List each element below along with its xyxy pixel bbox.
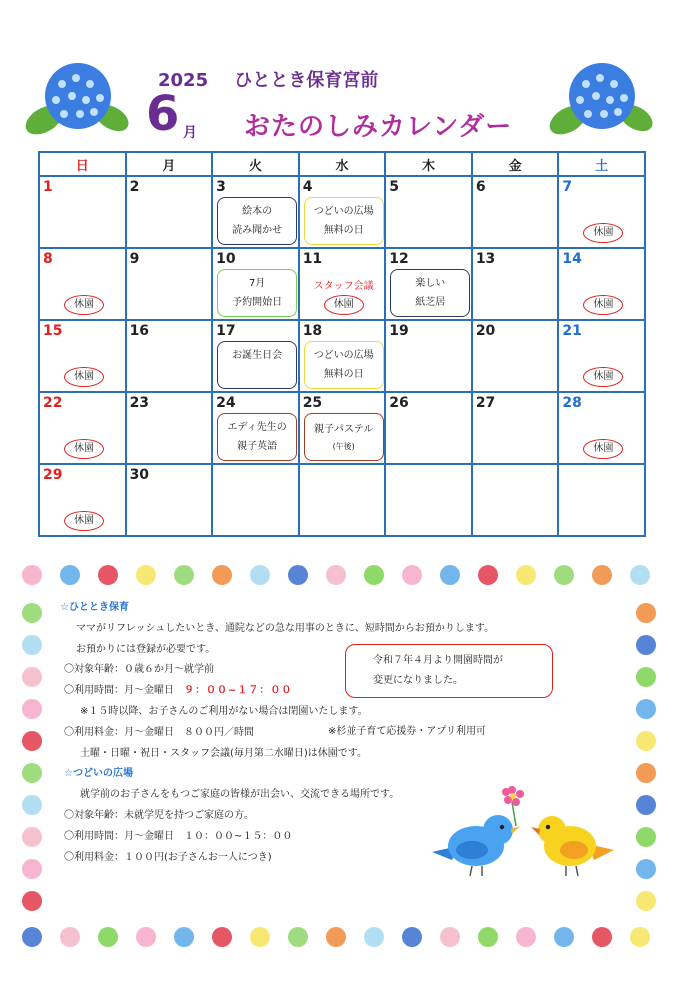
decorative-dot [60,565,80,585]
day-cell [299,248,386,320]
day-number: 23 [129,395,150,411]
weekday-wed: 水 [299,152,386,176]
holiday-badge: 休園 [583,367,623,387]
decorative-dot [440,927,460,947]
info-text: 就学前のお子さんをもつご家庭の皆様が出会い、交流できる場所です。 [80,789,400,801]
notice-line: 変更になりました。 [373,675,463,686]
page-title: おたのしみカレンダー [244,112,513,142]
decorative-dot [364,565,384,585]
day-number: 30 [129,467,150,483]
day-cell [212,248,299,320]
day-cell [472,248,559,320]
info-note: ※１５時以降、お子さんのご利用がない場合は閉園いたします。 [80,705,368,717]
event-line: 読み聞かせ [232,225,283,236]
decorative-dot [22,731,42,751]
decorative-dot [22,827,42,847]
week-row [39,392,645,464]
event-line: 無料の日 [323,225,364,236]
day-cell [385,392,472,464]
decorative-dot [636,699,656,719]
holiday-badge: 休園 [64,439,104,459]
decorative-dot [174,927,194,947]
month-number: 6 [146,86,180,142]
event-line: 無料の日 [323,369,364,380]
decorative-dot [22,699,42,719]
info-hours: 〇利用時間：月～金曜日 １０：００~１５：００ [64,830,293,842]
decorative-dot [212,565,232,585]
day-number: 7 [562,179,573,195]
day-cell [558,248,645,320]
day-cell [299,320,386,392]
decorative-dot [22,603,42,623]
holiday-badge: 休園 [64,367,104,387]
event-birthday-party [217,341,297,389]
month-suffix: 月 [183,125,197,141]
day-cell [558,176,645,248]
event-staff-meeting: スタッフ会議 [313,281,374,292]
holiday-badge: 休園 [64,511,104,531]
day-cell [299,464,386,536]
event-line: (午後) [332,441,355,451]
decorative-dot [554,927,574,947]
week-row [39,176,645,248]
weekday-tue: 火 [212,152,299,176]
event-parent-child-pastel [304,413,384,461]
day-cell [558,392,645,464]
decorative-dot [478,565,498,585]
event-tsudoi-free [304,197,384,245]
decorative-dot [98,565,118,585]
hydrangea-icon [24,58,129,148]
day-cell [558,320,645,392]
day-number: 9 [129,251,140,267]
day-number: 28 [562,395,582,411]
day-cell [126,320,213,392]
day-number: 10 [216,251,236,267]
day-number: 22 [43,395,63,411]
decorative-dot [636,603,656,623]
decorative-dot [174,565,194,585]
weekday-mon: 月 [126,152,213,176]
decorative-dot [636,763,656,783]
weekday-thu: 木 [385,152,472,176]
decorative-dot [636,635,656,655]
decorative-dot [402,927,422,947]
info-age: 〇対象年齢：未就学児を持つご家庭の方。 [64,809,254,821]
event-kamishibai [390,269,470,317]
event-line: 楽しい [415,278,446,289]
day-number: 24 [216,395,236,411]
decorative-dot [592,565,612,585]
info-fee: 〇利用料金：月～金曜日 ８００円／時間 [64,726,254,738]
decorative-dot [22,763,42,783]
day-cell [39,320,126,392]
day-number: 21 [562,323,582,339]
section-title-tsudoi: ☆つどいの広場 [64,768,133,780]
calendar-grid [38,151,646,537]
decorative-dot [516,565,536,585]
day-cell [212,392,299,464]
decorative-dot [636,795,656,815]
holiday-badge: 休園 [583,439,623,459]
day-cell [472,320,559,392]
decorative-dot [364,927,384,947]
decorative-dot [22,565,42,585]
decorative-dot [440,565,460,585]
day-number: 27 [475,395,496,411]
week-row [39,248,645,320]
decorative-dot [636,667,656,687]
day-cell [472,176,559,248]
decorative-dot [22,635,42,655]
yellow-bird-icon [531,816,614,876]
day-cell [126,248,213,320]
decorative-dot [326,927,346,947]
day-cell [39,176,126,248]
decorative-dot [630,927,650,947]
weekday-sat: 土 [558,152,645,176]
info-text: ママがリフレッシュしたいとき、通院などの急な用事のときに、短時間からお預かりします。 [76,622,495,634]
day-number: 18 [302,323,323,339]
holiday-badge: 休園 [324,295,364,315]
nursery-name: ひととき保育宮前 [234,70,379,91]
day-cell [558,464,645,536]
event-line: 絵本の [242,206,273,217]
day-number: 5 [389,179,399,195]
day-cell [472,464,559,536]
decorative-dot [592,927,612,947]
day-number: 8 [43,251,53,267]
event-line: 紙芝居 [415,297,446,308]
year-and-name [158,66,378,92]
decorative-dot [636,731,656,751]
day-number: 29 [43,467,63,483]
decorative-dot [478,927,498,947]
day-cell [39,392,126,464]
day-number: 12 [389,251,409,267]
day-number: 15 [43,323,63,339]
week-row [39,464,645,536]
decorative-dot [212,927,232,947]
day-cell [39,464,126,536]
decorative-dot [22,927,42,947]
decorative-dot [630,565,650,585]
day-cell [126,464,213,536]
day-cell [126,176,213,248]
day-number: 25 [302,395,323,411]
decorative-dot [22,891,42,911]
day-cell [212,320,299,392]
decorative-dot [136,927,156,947]
event-line: 親子英語 [237,441,278,452]
holiday-badge: 休園 [583,295,623,315]
day-number: 6 [475,179,486,195]
weekday-sun: 日 [39,152,126,176]
birds-illustration [428,780,618,880]
weekday-header-row [39,152,645,176]
day-cell [126,392,213,464]
day-number: 4 [302,179,313,195]
day-number: 16 [129,323,150,339]
weekday-fri: 金 [472,152,559,176]
event-parent-child-english [217,413,297,461]
decorative-dot [98,927,118,947]
day-number: 11 [302,251,323,267]
event-line: つどいの広場 [313,350,374,361]
notice-line: 令和７年４月より開園時間が [373,655,503,666]
day-number: 2 [129,179,140,195]
event-line: 親子パステル [314,423,374,435]
decorative-dot [250,565,270,585]
holiday-badge: 休園 [583,223,623,243]
day-number: 26 [389,395,409,411]
decorative-dot [22,859,42,879]
day-number: 14 [562,251,582,267]
decorative-dot [516,927,536,947]
event-line: お誕生日会 [232,350,283,361]
decorative-dot [288,565,308,585]
info-text: お預かりには登録が必要です。 [76,643,216,655]
info-closed: 土曜・日曜・祝日・スタッフ会議(毎月第二水曜日)は休園です。 [80,747,368,759]
section-title-hitotoki: ☆ひととき保育 [60,602,129,613]
decorative-dot [136,565,156,585]
hydrangea-icon [548,58,653,148]
decorative-dot [402,565,422,585]
decorative-dot [60,927,80,947]
day-cell [212,176,299,248]
decorative-dot [554,565,574,585]
event-line: 予約開始日 [232,297,283,308]
day-cell [385,320,472,392]
decorative-dot [22,795,42,815]
day-cell [299,392,386,464]
decorative-dot [288,927,308,947]
year: 2025 [158,70,209,91]
decorative-dot [326,565,346,585]
day-cell [385,248,472,320]
blue-bird-icon [432,786,524,876]
decorative-dot [250,927,270,947]
notice-box [345,644,553,698]
calendar-header [0,0,682,150]
day-cell [472,392,559,464]
event-line [218,365,296,384]
day-number: 17 [216,323,236,339]
info-age: 〇対象年齢：０歳６か月～就学前 [64,664,214,676]
day-cell [39,248,126,320]
day-number: 1 [43,179,53,195]
day-number: 13 [475,251,496,267]
decorative-dot [636,827,656,847]
hours-value: ９：００~１７：００ [184,685,293,697]
decorative-dot [636,859,656,879]
day-cell [385,464,472,536]
event-line: 7月 [248,278,266,289]
week-row [39,320,645,392]
event-tsudoi-free [304,341,384,389]
day-number: 19 [389,323,409,339]
decorative-dot [636,891,656,911]
event-reservation-start [217,269,297,317]
info-fee: 〇利用料金：１００円(お子さんお一人につき) [64,851,272,863]
hours-label: 〇利用時間：月～金曜日 [64,685,184,697]
event-story-reading [217,197,297,245]
day-cell [385,176,472,248]
day-number: 20 [475,323,496,339]
day-cell [299,176,386,248]
decorative-dot [22,667,42,687]
day-number: 3 [216,179,226,195]
event-line: つどいの広場 [313,206,374,217]
event-line: エディ先生の [227,422,287,433]
day-cell [212,464,299,536]
holiday-badge: 休園 [64,295,104,315]
fee-note: ※杉並子育て応援券・アプリ利用可 [328,726,486,737]
